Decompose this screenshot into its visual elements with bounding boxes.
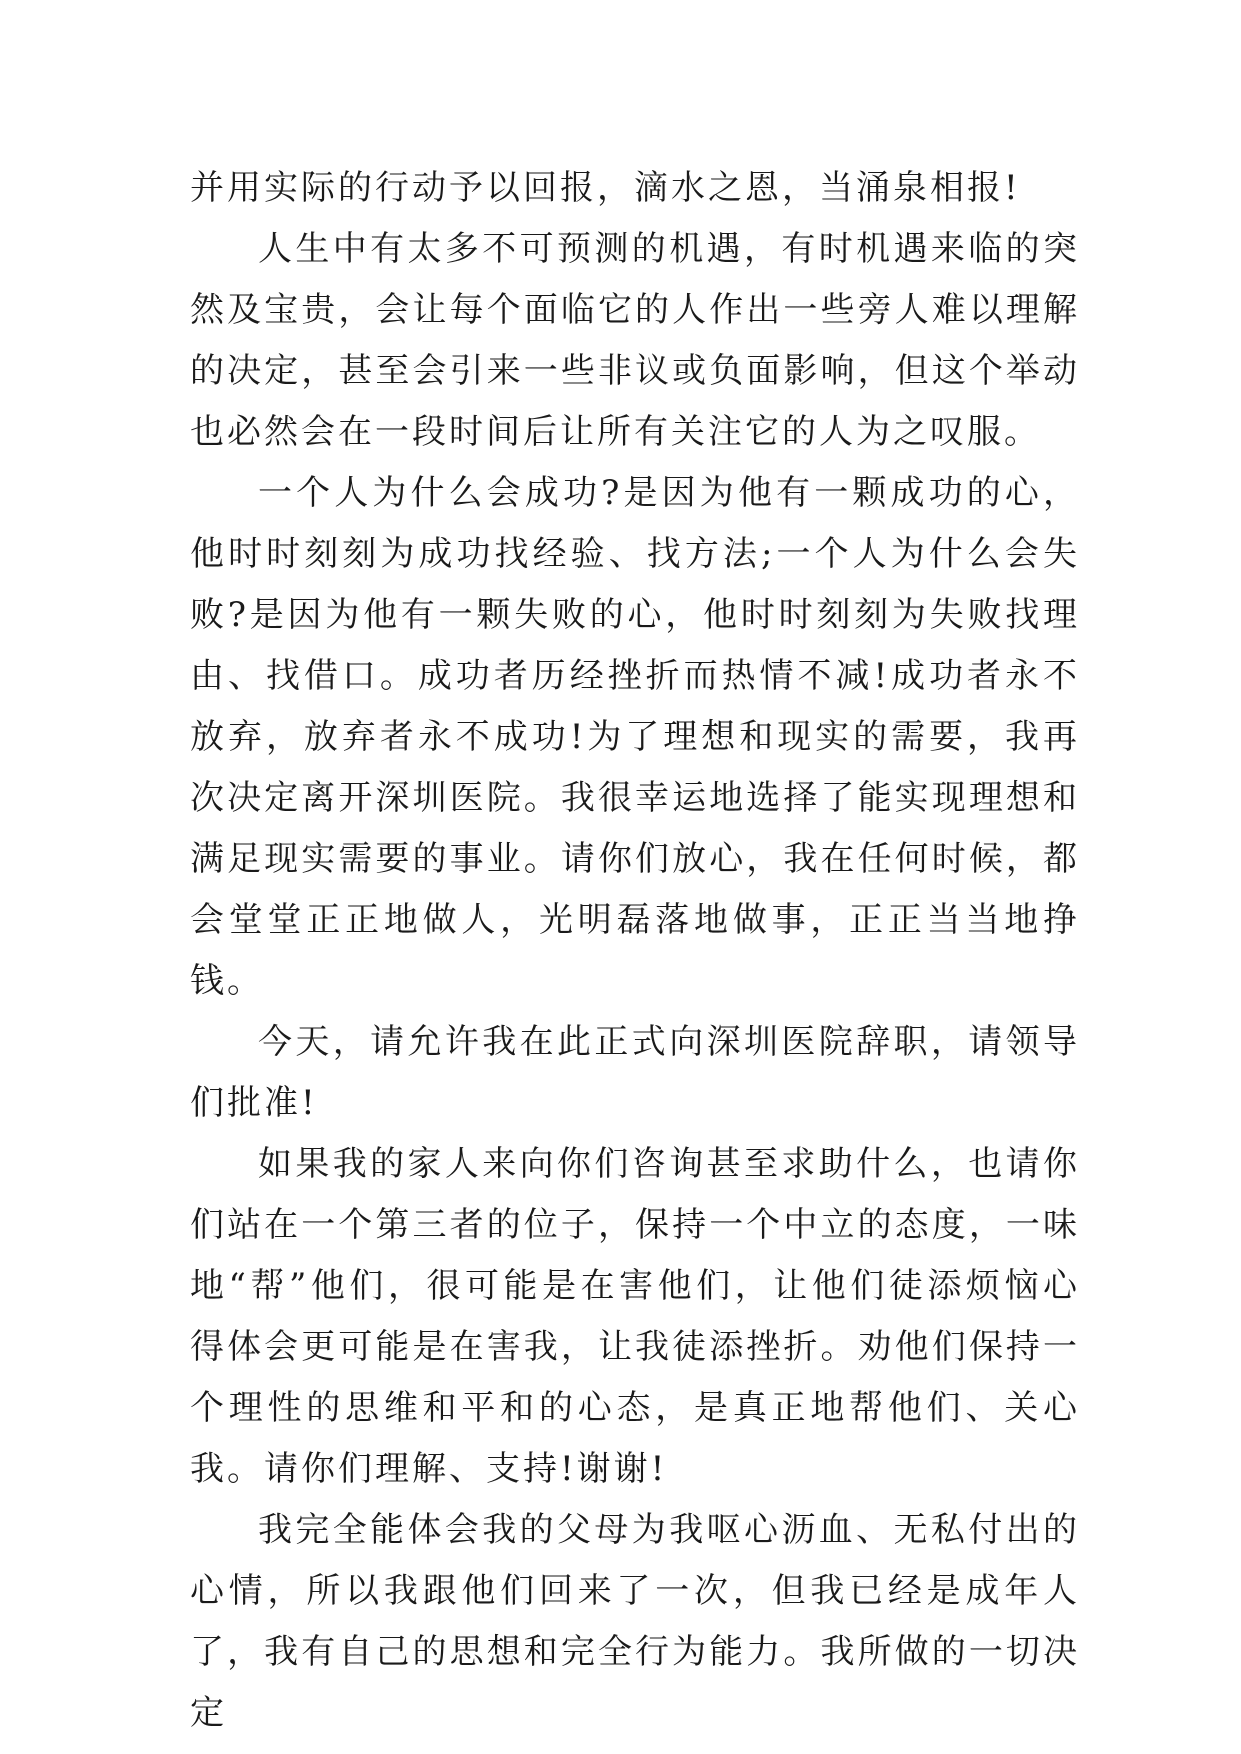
paragraph-1: 并用实际的行动予以回报，滴水之恩，当涌泉相报! xyxy=(190,168,1021,208)
paragraph-3: 一个人为什么会成功?是因为他有一颗成功的心，他时时刻刻为成功找经验、找方法;一个人为什么会失败?是因为他有一颗失败的心，他时时刻刻为失败找理由、找借口。成功者历经挫折而热情不减!成功者永不放弃，放弃者永不成功!为了理想和现实的需要，我再次决定离开深圳医院。我很幸运地选择了能实现理想和满足现实需要的事业。请你们放心，我在任何时候，都会堂堂正正地做人，光明磊落地做事，正正当当地挣钱。 xyxy=(190,473,1080,1001)
paragraph-5: 如果我的家人来向你们咨询甚至求助什么，也请你们站在一个第三者的位子，保持一个中立的态度，一味地“帮”他们，很可能是在害他们，让他们徒添烦恼心得体会更可能是在害我，让我徒添挫折。劝他们保持一个理性的思维和平和的心态，是真正地帮他们、关心我。请你们理解、支持!谢谢! xyxy=(190,1144,1080,1489)
paragraph-4: 今天，请允许我在此正式向深圳医院辞职，请领导们批准! xyxy=(190,1022,1080,1123)
document-body xyxy=(190,158,1080,1744)
paragraph-2: 人生中有太多不可预测的机遇，有时机遇来临的突然及宝贵，会让每个面临它的人作出一些旁人难以理解的决定，甚至会引来一些非议或负面影响，但这个举动也必然会在一段时间后让所有关注它的人为之叹服。 xyxy=(190,229,1080,452)
paragraph-6: 我完全能体会我的父母为我呕心沥血、无私付出的心情，所以我跟他们回来了一次，但我已经是成年人了，我有自己的思想和完全行为能力。我所做的一切决定 xyxy=(190,1510,1080,1733)
